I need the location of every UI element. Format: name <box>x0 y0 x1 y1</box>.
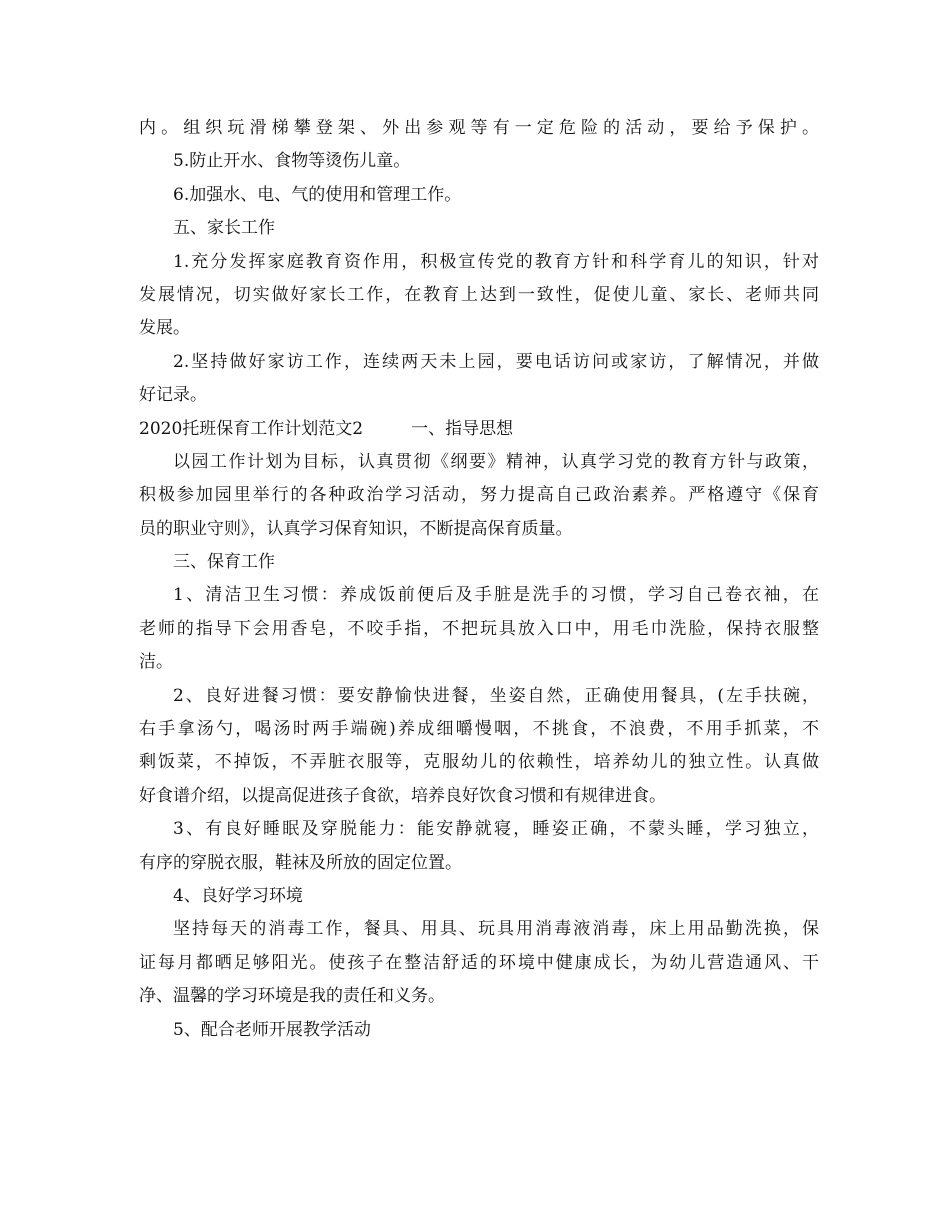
text-line: 员的职业守则》，认真学习保育知识，不断提高保育质量。 <box>139 518 573 539</box>
title-line <box>139 413 819 446</box>
text-line: 坚持每天的消毒工作，餐具、用具、玩具用消毒液消毒，床上用品勤洗换，保 <box>173 919 819 940</box>
text-line: 右手拿汤勺，喝汤时两手端碗)养成细嚼慢咽，不挑食，不浪费，不用手抓菜，不 <box>139 719 819 740</box>
text-line: 有序的穿脱衣服，鞋袜及所放的固定位置。 <box>139 852 462 873</box>
text-line: 3、有良好睡眠及穿脱能力：能安静就寝，睡姿正确，不蒙头睡，学习独立， <box>173 819 819 840</box>
text-line: 1.充分发挥家庭教育资作用，积极宣传党的教育方针和科学育儿的知识，针对 <box>173 251 819 272</box>
text-line: 2.坚持做好家访工作，连续两天未上园，要电话访问或家访，了解情况，并做 <box>173 351 819 372</box>
text-line: 发展。 <box>139 318 190 339</box>
section-heading: 三、保育工作 <box>173 552 275 573</box>
text-line: 证每月都晒足够阳光。使孩子在整洁舒适的环境中健康成长，为幼儿营造通风、干 <box>139 952 819 973</box>
text-line: 5.防止开水、食物等烫伤儿童。 <box>173 151 411 172</box>
section-heading: 5、配合老师开展教学活动 <box>173 1019 371 1040</box>
text-line: 剩饭菜，不掉饭，不弄脏衣服等，克服幼儿的依赖性，培养幼儿的独立性。认真做 <box>139 752 819 773</box>
text-line: 以园工作计划为目标，认真贯彻《纲要》精神，认真学习党的教育方针与政策， <box>173 451 819 472</box>
section-heading: 五、家长工作 <box>173 218 275 239</box>
text-line: 净、温馨的学习环境是我的责任和义务。 <box>139 986 445 1007</box>
section-heading: 一、指导思想 <box>411 418 514 439</box>
section-heading: 4、良好学习环境 <box>173 885 303 906</box>
text-line: 好记录。 <box>139 385 207 406</box>
text-line: 2、良好进餐习惯：要安静愉快进餐，坐姿自然，正确使用餐具，(左手扶碗， <box>173 685 819 706</box>
text-line: 6.加强水、电、气的使用和管理工作。 <box>173 184 462 205</box>
document-page <box>139 112 819 1047</box>
text-line: 1、清洁卫生习惯：养成饭前便后及手脏是洗手的习惯，学习自己卷衣袖，在 <box>173 585 819 606</box>
text-line: 积极参加园里举行的各种政治学习活动，努力提高自己政治素养。严格遵守《保育 <box>139 485 819 506</box>
text-line: 发展情况，切实做好家长工作，在教育上达到一致性，促使儿童、家长、老师共同 <box>139 284 819 305</box>
text-line: 好食谱介绍，以提高促进孩子食欲，培养良好饮食习惯和有规律进食。 <box>139 785 666 806</box>
text-line: 内。组织玩滑梯攀登架、外出参观等有一定危险的活动，要给予保护。 <box>139 118 819 138</box>
document-title: 2020托班保育工作计划范文2 <box>139 418 364 439</box>
text-line: 洁。 <box>139 652 173 673</box>
text-line: 老师的指导下会用香皂，不咬手指，不把玩具放入口中，用毛巾洗脸，保持衣服整 <box>139 618 819 639</box>
